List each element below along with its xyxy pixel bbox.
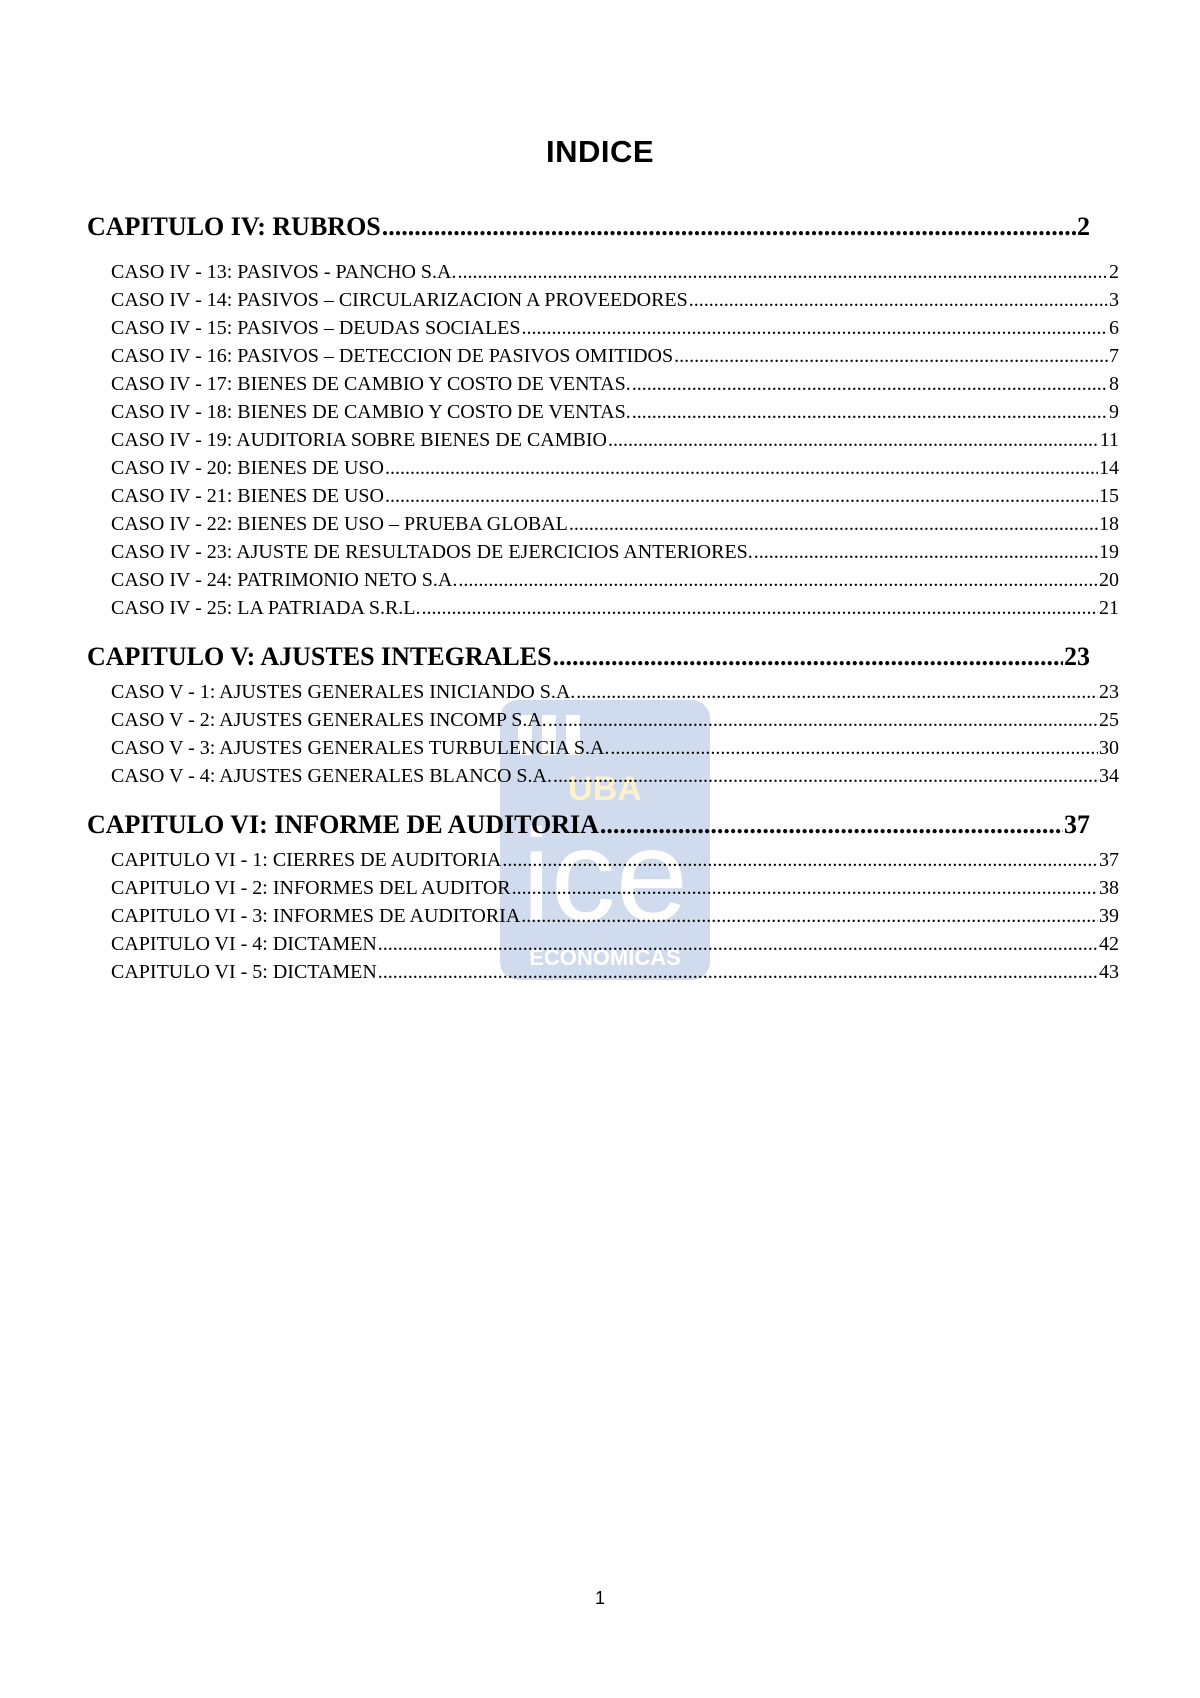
toc-item-title: CASO IV - 16: PASIVOS – DETECCION DE PASIVOS OMITIDOS xyxy=(111,345,674,367)
page-title: INDICE xyxy=(545,134,655,169)
toc-item-page: 21 xyxy=(1099,597,1119,619)
svg-text:ECONOMICAS: ECONOMICAS xyxy=(529,945,681,970)
toc-entry[interactable] xyxy=(111,540,1119,564)
toc-item-title: CAPITULO VI - 5: DICTAMEN xyxy=(111,961,377,983)
toc-entry[interactable] xyxy=(111,260,1119,284)
toc-leader-dots xyxy=(553,642,1063,672)
page-number: 1 xyxy=(594,1588,605,1608)
toc-entry[interactable] xyxy=(111,344,1119,368)
toc-item-title: CASO V - 1: AJUSTES GENERALES INICIANDO S.A. xyxy=(111,681,576,703)
toc-item-page: 34 xyxy=(1099,765,1119,787)
toc-item-title: CAPITULO VI - 2: INFORMES DEL AUDITOR xyxy=(111,877,511,899)
toc-entry[interactable] xyxy=(111,568,1119,592)
toc-item-page: 7 xyxy=(1109,345,1119,367)
toc-item-page: 37 xyxy=(1099,849,1119,871)
toc-item-title: CASO V - 2: AJUSTES GENERALES INCOMP S.A. xyxy=(111,709,547,731)
toc-item-title: CASO V - 4: AJUSTES GENERALES BLANCO S.A. xyxy=(111,765,552,787)
toc-item-page: 8 xyxy=(1109,373,1119,395)
toc-item-page: 6 xyxy=(1109,317,1119,339)
toc-leader-dots xyxy=(548,708,1098,732)
toc-leader-dots xyxy=(378,932,1098,956)
toc-item-page: 9 xyxy=(1109,401,1119,423)
toc-item-title: CAPITULO VI - 3: INFORMES DE AUDITORIA xyxy=(111,905,521,927)
toc-item-title: CAPITULO VI - 4: DICTAMEN xyxy=(111,933,377,955)
toc-item-title: CAPITULO IV: RUBROS xyxy=(87,212,381,241)
toc-leader-dots xyxy=(422,596,1098,620)
toc-item-title: CASO V - 3: AJUSTES GENERALES TURBULENCIA S.A. xyxy=(111,737,610,759)
toc-leader-dots xyxy=(576,680,1098,704)
toc-item-page: 19 xyxy=(1099,541,1119,563)
toc-leader-dots xyxy=(512,876,1098,900)
toc-item-page: 23 xyxy=(1099,681,1119,703)
toc-leader-dots xyxy=(754,540,1098,564)
toc-leader-dots xyxy=(632,400,1108,424)
toc-leader-dots xyxy=(569,512,1098,536)
toc-leader-dots xyxy=(674,344,1108,368)
toc-item-title: CASO IV - 18: BIENES DE CAMBIO Y COSTO DE VENTAS. xyxy=(111,401,631,423)
toc-entry[interactable] xyxy=(111,680,1119,704)
toc-item-page: 30 xyxy=(1099,737,1119,759)
toc-item-page: 14 xyxy=(1099,457,1119,479)
toc-item-page: 2 xyxy=(1077,212,1090,241)
toc-leader-dots xyxy=(689,288,1108,312)
toc-entry[interactable] xyxy=(111,904,1119,928)
toc-chapter[interactable] xyxy=(87,212,1090,242)
toc-entry[interactable] xyxy=(111,736,1119,760)
toc-entry[interactable] xyxy=(111,484,1119,508)
toc-leader-dots xyxy=(458,568,1098,592)
toc-leader-dots xyxy=(608,428,1099,452)
toc-item-title: CASO IV - 14: PASIVOS – CIRCULARIZACION A PROVEEDORES xyxy=(111,289,688,311)
toc-item-page: 38 xyxy=(1099,877,1119,899)
toc-item-title: CAPITULO V: AJUSTES INTEGRALES xyxy=(87,642,552,671)
toc-entry[interactable] xyxy=(111,400,1119,424)
toc-leader-dots xyxy=(502,848,1098,872)
toc-item-page: 23 xyxy=(1064,642,1090,671)
toc-item-title: CASO IV - 15: PASIVOS – DEUDAS SOCIALES xyxy=(111,317,521,339)
toc-entry[interactable] xyxy=(111,288,1119,312)
toc-item-page: 37 xyxy=(1064,810,1090,839)
toc-leader-dots xyxy=(610,736,1098,760)
toc-item-title: CAPITULO VI - 1: CIERRES DE AUDITORIA xyxy=(111,849,502,871)
toc-leader-dots xyxy=(385,484,1098,508)
svg-text:UBA: UBA xyxy=(568,770,642,808)
toc-item-page: 3 xyxy=(1109,289,1119,311)
toc-entry[interactable] xyxy=(111,764,1119,788)
toc-leader-dots xyxy=(632,372,1108,396)
toc-leader-dots xyxy=(378,960,1098,984)
toc-item-page: 11 xyxy=(1099,429,1119,451)
toc-leader-dots xyxy=(553,764,1098,788)
toc-entry[interactable] xyxy=(111,316,1119,340)
toc-entry[interactable] xyxy=(111,456,1119,480)
toc-leader-dots xyxy=(382,212,1076,242)
toc-leader-dots xyxy=(521,904,1098,928)
toc-item-title: CASO IV - 20: BIENES DE USO xyxy=(111,457,384,479)
toc-item-page: 39 xyxy=(1099,905,1119,927)
toc-item-page: 2 xyxy=(1109,261,1119,283)
toc-entry[interactable] xyxy=(111,876,1119,900)
toc-item-title: CASO IV - 19: AUDITORIA SOBRE BIENES DE CAMBIO xyxy=(111,429,607,451)
toc-item-title: CASO IV - 22: BIENES DE USO – PRUEBA GLOBAL xyxy=(111,513,568,535)
toc-item-title: CASO IV - 17: BIENES DE CAMBIO Y COSTO DE VENTAS. xyxy=(111,373,631,395)
toc-item-page: 25 xyxy=(1099,709,1119,731)
toc-item-title: CASO IV - 13: PASIVOS - PANCHO S.A. xyxy=(111,261,457,283)
toc-entry[interactable] xyxy=(111,960,1119,984)
toc-entry[interactable] xyxy=(111,708,1119,732)
toc-item-title: CAPITULO VI: INFORME DE AUDITORIA xyxy=(87,810,599,839)
toc-entry[interactable] xyxy=(111,848,1119,872)
toc-item-title: CASO IV - 25: LA PATRIADA S.R.L. xyxy=(111,597,421,619)
toc-leader-dots xyxy=(522,316,1108,340)
toc-entry[interactable] xyxy=(111,932,1119,956)
toc-item-page: 42 xyxy=(1099,933,1119,955)
toc-item-title: CASO IV - 24: PATRIMONIO NETO S.A. xyxy=(111,569,458,591)
svg-text:ice: ice xyxy=(521,802,689,948)
toc-item-page: 18 xyxy=(1099,513,1119,535)
toc-leader-dots xyxy=(385,456,1098,480)
toc-entry[interactable] xyxy=(111,512,1119,536)
toc-chapter[interactable] xyxy=(87,810,1090,840)
toc-chapter[interactable] xyxy=(87,642,1090,672)
toc-item-page: 20 xyxy=(1099,569,1119,591)
toc-item-title: CASO IV - 23: AJUSTE DE RESULTADOS DE EJERCICIOS ANTERIORES. xyxy=(111,541,753,563)
toc-item-page: 43 xyxy=(1099,961,1119,983)
toc-leader-dots xyxy=(457,260,1108,284)
toc-leader-dots xyxy=(600,810,1063,840)
toc-entry[interactable] xyxy=(111,372,1119,396)
toc-entry[interactable] xyxy=(111,428,1119,452)
toc-item-page: 15 xyxy=(1099,485,1119,507)
toc-entry[interactable] xyxy=(111,596,1119,620)
toc-item-title: CASO IV - 21: BIENES DE USO xyxy=(111,485,384,507)
